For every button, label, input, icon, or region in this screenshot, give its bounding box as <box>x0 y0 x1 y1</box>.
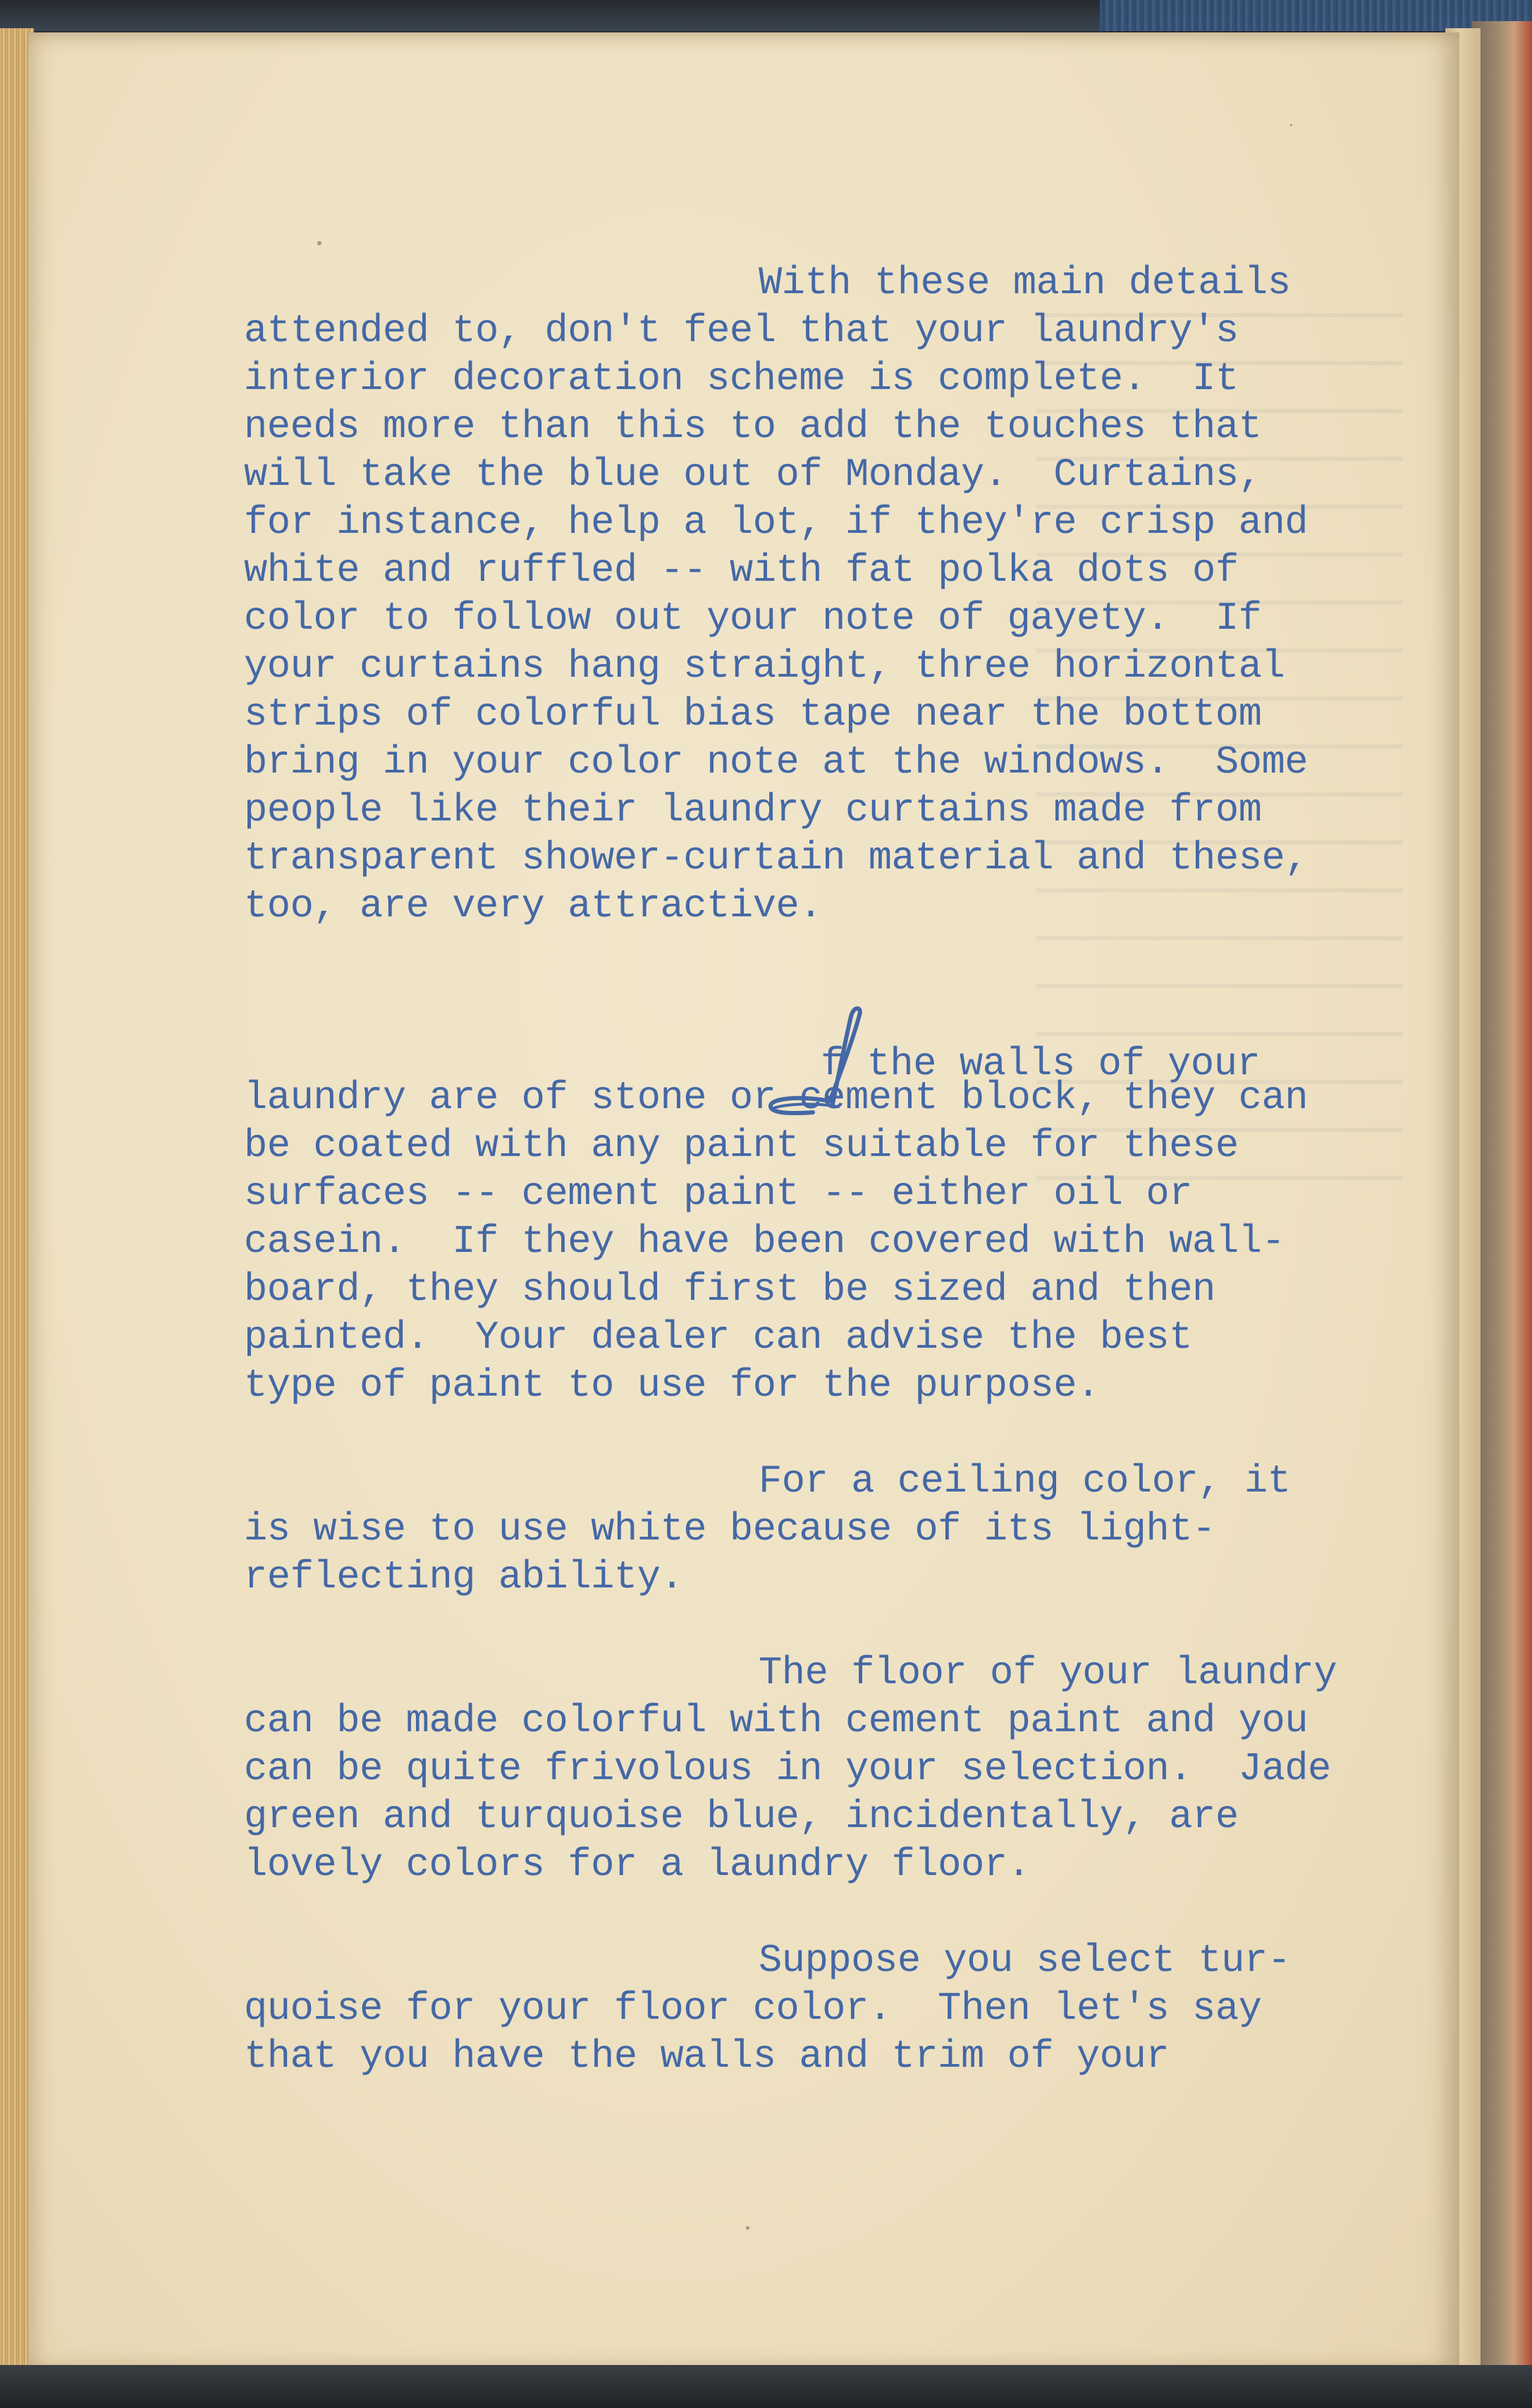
text-line: surfaces -- cement paint -- either oil or <box>244 1172 1193 1216</box>
text-line: f the walls of your <box>821 1042 1261 1086</box>
text-line: laundry are of stone or cement block, they can <box>244 1076 1309 1120</box>
paragraph-spacer <box>244 1410 1386 1458</box>
paragraph-turquoise <box>244 1937 1386 2081</box>
typed-text-body <box>244 259 1386 2081</box>
text-line: your curtains hang straight, three horizontal <box>244 644 1285 689</box>
text-line: will take the blue out of Monday. Curtains, <box>244 453 1262 497</box>
text-line: is wise to use white because of its light- <box>244 1507 1215 1552</box>
text-line: The floor of your laundry <box>759 1651 1337 1695</box>
text-line: that you have the walls and trim of your <box>244 2034 1170 2079</box>
text-line: painted. Your dealer can advise the best <box>244 1315 1193 1360</box>
paragraph-spacer <box>244 930 1386 1026</box>
text-line: strips of colorful bias tape near the bottom <box>244 692 1262 737</box>
text-line: green and turquoise blue, incidentally, are <box>244 1795 1239 1839</box>
paragraph-spacer <box>244 1889 1386 1937</box>
text-line: Suppose you select tur- <box>759 1939 1291 1983</box>
text-line: can be made colorful with cement paint and you <box>244 1699 1309 1743</box>
text-line: casein. If they have been covered with wall- <box>244 1220 1285 1264</box>
text-line: transparent shower-curtain material and these, <box>244 836 1309 880</box>
paragraph-spacer <box>244 1602 1386 1650</box>
text-line: too, are very attractive. <box>244 884 823 928</box>
text-line: For a ceiling color, it <box>759 1459 1291 1504</box>
text-line: bring in your color note at the windows. Some <box>244 740 1309 785</box>
text-line: type of paint to use for the purpose. <box>244 1363 1100 1408</box>
text-line: white and ruffled -- with fat polka dots of <box>244 548 1239 593</box>
text-line: quoise for your floor color. Then let's say <box>244 1986 1262 2031</box>
text-line: for instance, help a lot, if they're crisp and <box>244 500 1309 545</box>
text-line: be coated with any paint suitable for these <box>244 1124 1239 1168</box>
text-line: needs more than this to add the touches that <box>244 405 1262 449</box>
cover-cloth-edge <box>1100 0 1532 31</box>
paragraph-walls <box>244 1026 1386 1410</box>
paragraph-ceiling <box>244 1458 1386 1602</box>
paper-speck <box>1290 124 1292 126</box>
text-line: board, they should first be sized and then <box>244 1267 1215 1312</box>
text-line: attended to, don't feel that your laundry's <box>244 309 1239 353</box>
text-line: can be quite frivolous in your selection. Jade <box>244 1747 1331 1791</box>
book-cover-edge <box>1472 21 1532 2376</box>
paper-speck <box>317 241 321 245</box>
paragraph-floor <box>244 1650 1386 1889</box>
bottom-background-strip <box>0 2365 1532 2408</box>
text-line: lovely colors for a laundry floor. <box>244 1843 1031 1887</box>
paragraph-curtains <box>244 259 1386 930</box>
text-line: interior decoration scheme is complete. It <box>244 357 1239 401</box>
paper-speck <box>746 2226 749 2230</box>
text-line: people like their laundry curtains made from <box>244 788 1262 833</box>
text-line-with-initial <box>244 1026 1386 1086</box>
text-line: With these main details <box>759 261 1291 305</box>
text-line: reflecting ability. <box>244 1555 684 1599</box>
text-line: color to follow out your note of gayety. If <box>244 596 1262 641</box>
